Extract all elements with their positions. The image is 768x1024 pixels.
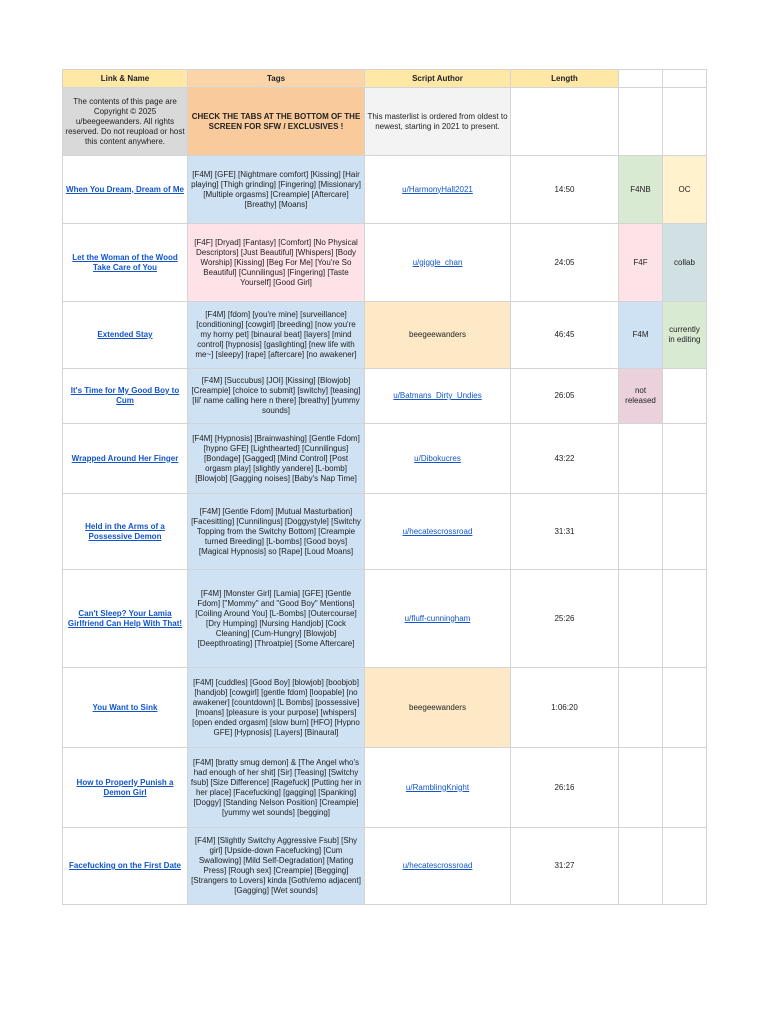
tabs-notice: CHECK THE TABS AT THE BOTTOM OF THE SCREEN FOR SFW / EXCLUSIVES ! [188,88,365,156]
length-cell: 31:27 [511,828,619,905]
author-cell: beegeewanders [365,668,511,748]
status-cell [663,424,707,494]
status-cell [663,369,707,424]
author-link[interactable]: u/fluff-cunningham [404,613,471,623]
length-cell: 43:22 [511,424,619,494]
script-link[interactable]: Facefucking on the First Date [68,861,182,870]
author-cell [365,369,511,424]
length-cell: 1:06:20 [511,668,619,748]
author-link[interactable]: u/Dibokucres [414,453,461,463]
author-cell [365,828,511,905]
table-row [63,156,707,224]
script-link[interactable]: Held in the Arms of a Possessive Demon [85,521,165,541]
length-cell: 26:16 [511,748,619,828]
script-link[interactable]: It's Time for My Good Boy to Cum [70,386,180,405]
author-cell [365,748,511,828]
header-blank-1 [619,70,663,88]
status-cell [663,748,707,828]
script-link[interactable]: You Want to Sink [92,702,158,712]
intro-blank-3 [663,88,707,156]
table-row [63,828,707,905]
category-cell [619,668,663,748]
table-row [63,494,707,570]
category-cell: F4M [619,302,663,369]
table-row [63,570,707,668]
script-name-cell [63,156,188,224]
script-name-cell [63,369,188,424]
tags-cell: [F4M] [Slightly Switchy Aggressive Fsub] [Shy girl] [Upside-down Facefucking] [Cum Swallowing] [Mild Self-Degradation] [Mating Press] [Rough sex] [Creampie] [Begging] [Strangers to Lovers] kinda [Goth/emo adjacent] [Gagging] [Wet sounds] [188,828,365,905]
author-cell [365,424,511,494]
category-cell [619,494,663,570]
script-name-cell [63,424,188,494]
tags-cell: [F4M] [Succubus] [JOI] [Kissing] [Blowjob] [Creampie] [choice to submit] [switchy] [teasing] [lil' name calling here n there] [breathy] [yummy sounds] [188,369,365,424]
length-cell: 46:45 [511,302,619,369]
script-link[interactable]: Let the Woman of the Wood Take Care of You [72,252,178,272]
category-cell [619,570,663,668]
tags-cell: [F4M] [cuddles] [Good Boy] [blowjob] [boobjob] [handjob] [cowgirl] [gentle fdom] [loopable] [no awakener] [countdown] [L Bombs] [possessive] [moans] [pleasure is your purpose] [whispers] [open ended orgasm] [slow burn] [HFO] [Hypno GFE] [Hypnosis] [Layers] [Binaural] [188,668,365,748]
header-blank-2 [663,70,707,88]
status-cell [663,828,707,905]
script-name-cell [63,302,188,369]
author-cell [365,494,511,570]
order-notice: This masterlist is ordered from oldest to newest, starting in 2021 to present. [365,88,511,156]
script-name-cell [63,570,188,668]
tags-cell: [F4M] [fdom] [you're mine] [surveillance] [conditioning] [cowgirl] [breeding] [now you're my horny pet] [binaural beat] [layers] [mind control] [hypnosis] [gaslighting] [new life with me~] [sleepy] [rape] [aftercare] [no awakener] [188,302,365,369]
author-link[interactable]: u/giggle_chan [412,257,463,267]
author-cell [365,156,511,224]
header-row [63,70,707,88]
author-link[interactable]: u/RamblingKnight [405,782,470,792]
author-link[interactable]: u/hecatescrossroad [402,861,473,870]
category-cell [619,424,663,494]
intro-blank-1 [511,88,619,156]
category-cell [619,828,663,905]
status-cell [663,668,707,748]
status-cell: OC [663,156,707,224]
tags-cell: [F4M] [Monster Girl] [Lamia] [GFE] [Gentle Fdom] ["Mommy" and "Good Boy" Mentions] [Coiling Around You] [L-Bombs] [Outercourse] [Dry Humping] [Nursing Handjob] [Cock Cleaning] [Cum-Hungry] [Blowjob] [Deepthroating] [Throatpie] [Some Aftercare] [188,570,365,668]
copyright-notice: The contents of this page are Copyright © 2025 u/beegeewanders. All rights reserved. Do not reupload or host this content anywhere. [63,88,188,156]
category-cell [619,748,663,828]
table-row [63,748,707,828]
script-name-cell [63,828,188,905]
script-link[interactable]: How to Properly Punish a Demon Girl [76,777,174,797]
tags-cell: [F4M] [Gentle Fdom] [Mutual Masturbation] [Facesitting] [Cunnilingus] [Doggystyle] [Switchy Topping from the Switchy Bottom] [Creampie turned Breeding] [L-bombs] [Good boys] [Magical Hypnosis] so [Rape] [Loud Moans] [188,494,365,570]
script-name-cell [63,494,188,570]
status-cell: currently in editing [663,302,707,369]
category-cell: F4F [619,224,663,302]
category-cell: not released [619,369,663,424]
author-cell: beegeewanders [365,302,511,369]
status-cell [663,494,707,570]
length-cell: 14:50 [511,156,619,224]
intro-row [63,88,707,156]
header-length: Length [511,70,619,88]
script-link[interactable]: When You Dream, Dream of Me [66,184,184,194]
table-row [63,668,707,748]
script-link[interactable]: Can't Sleep? Your Lamia Girlfriend Can Help With That! [67,608,183,628]
table-row [63,424,707,494]
status-cell: collab [663,224,707,302]
masterlist-table [62,69,707,905]
script-link[interactable]: Wrapped Around Her Finger [71,453,179,463]
author-cell [365,224,511,302]
author-link[interactable]: u/Batmans_Dirty_Undies [393,391,482,400]
table-row [63,224,707,302]
length-cell: 25:26 [511,570,619,668]
table-row [63,302,707,369]
header-script-author: Script Author [365,70,511,88]
tags-cell: [F4M] [Hypnosis] [Brainwashing] [Gentle Fdom] [hypno GFE] [Lighthearted] [Cunnilingus] [Bondage] [Gagged] [Mind Control] [Post orgasm play] [slightly yandere] [L-bomb] [Blowjob] [Gagging noises] [Baby's Nap Time] [188,424,365,494]
length-cell: 24:05 [511,224,619,302]
script-name-cell [63,748,188,828]
status-cell [663,570,707,668]
script-name-cell [63,224,188,302]
script-link[interactable]: Extended Stay [97,330,153,339]
author-link[interactable]: u/hecatescrossroad [402,526,473,536]
tags-cell: [F4M] [GFE] [Nightmare comfort] [Kissing] [Hair playing] [Thigh grinding] [Fingering] [Missionary] [Multiple orgasms] [Creampie] [Aftercare] [Breathy] [Moans] [188,156,365,224]
length-cell: 31:31 [511,494,619,570]
author-link[interactable]: u/HarmonyHall2021 [402,184,473,194]
intro-blank-2 [619,88,663,156]
category-cell: F4NB [619,156,663,224]
header-tags: Tags [188,70,365,88]
table-row [63,369,707,424]
header-link-name: Link & Name [63,70,188,88]
tags-cell: [F4M] [bratty smug demon] & [The Angel who's had enough of her shit] [Sir] [Teasing] [Switchy fsub] [Size Difference] [Ragefuck] [Putting her in her place] [Facefucking] [gagging] [Spanking] [Doggy] [Standing Nelson Position] [Creampie] [yummy wet sounds] [begging] [188,748,365,828]
tags-cell: [F4F] [Dryad] [Fantasy] [Comfort] [No Physical Descriptors] [Just Beautiful] [Whispers] [Body Worship] [Kissing] [Beg For Me] [You're So Beautiful] [Cunnilingus] [Fingering] [Taste Yourself] [Good Girl] [188,224,365,302]
script-name-cell [63,668,188,748]
author-cell [365,570,511,668]
length-cell: 26:05 [511,369,619,424]
